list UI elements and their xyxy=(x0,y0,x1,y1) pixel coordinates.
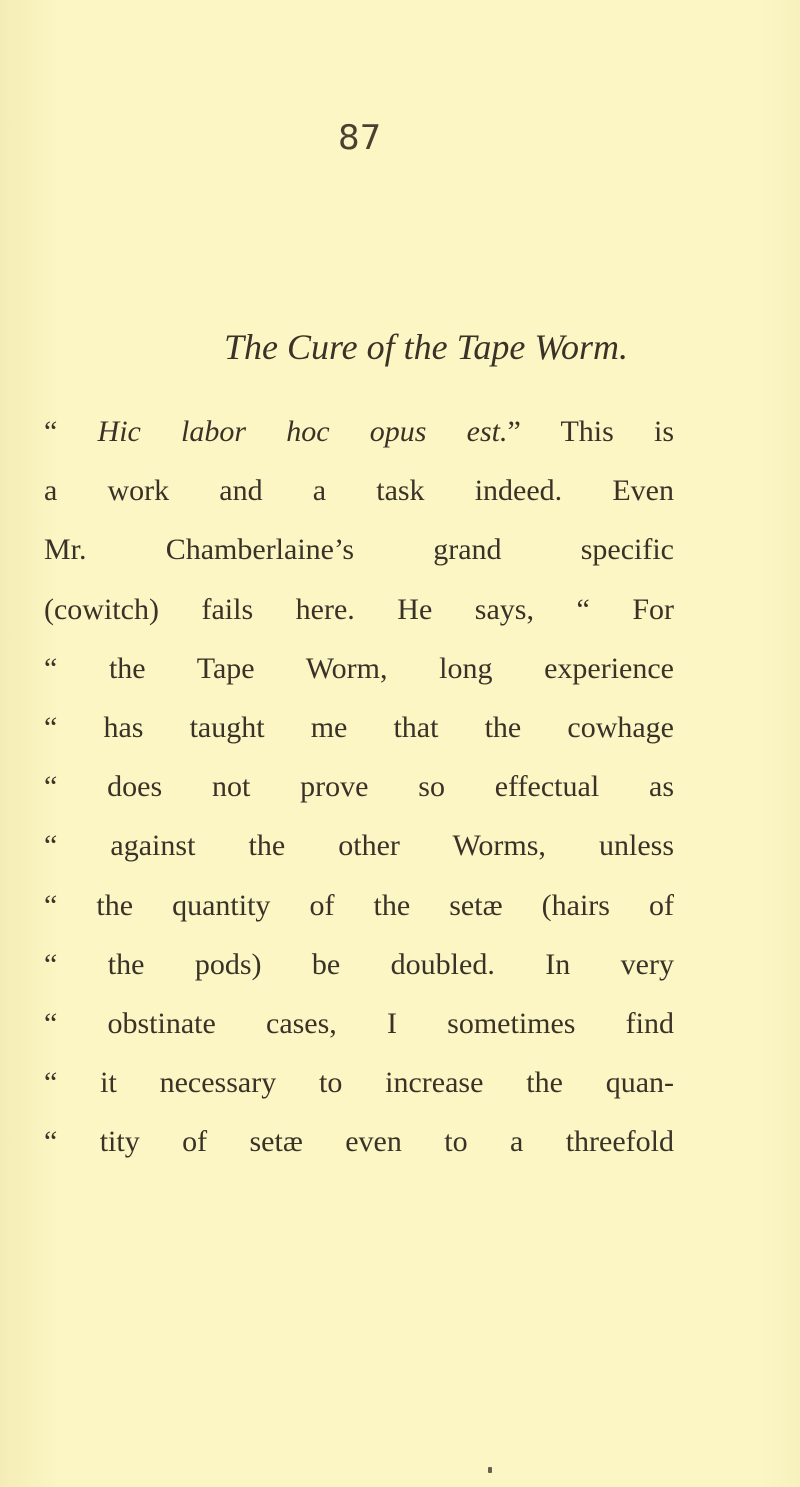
latin-quote: Hic labor hoc opus est. xyxy=(97,415,508,448)
chapter-heading: The Cure of the Tape Worm. xyxy=(224,327,629,367)
text-line xyxy=(44,402,674,461)
text-line: (cowitch) fails here. He says, “ For xyxy=(44,592,674,626)
text-line: Mr. Chamberlaine’s grand specific xyxy=(44,533,674,567)
text-line: “ it necessary to increase the quan- xyxy=(44,1066,674,1100)
text-line: “ has taught me that the cowhage xyxy=(44,710,674,744)
body-text xyxy=(44,402,674,1171)
text-line: “ the pods) be doubled. In very xyxy=(44,947,674,981)
text-line: a work and a task indeed. Even xyxy=(44,474,674,508)
text-line: “ the quantity of the setæ (hairs of xyxy=(44,888,674,922)
text-line-rest: ” This is xyxy=(507,415,675,448)
text-line: “ tity of setæ even to a threefold xyxy=(44,1125,674,1159)
page-number: 87 xyxy=(338,118,382,158)
text-line: “ obstinate cases, I sometimes find xyxy=(44,1006,674,1040)
text-line: “ against the other Worms, unless xyxy=(44,829,674,863)
open-quote: “ xyxy=(44,415,98,448)
text-line: “ the Tape Worm, long experience xyxy=(44,651,674,685)
ink-speck xyxy=(488,1467,492,1473)
text-line: “ does not prove so effectual as xyxy=(44,770,674,804)
